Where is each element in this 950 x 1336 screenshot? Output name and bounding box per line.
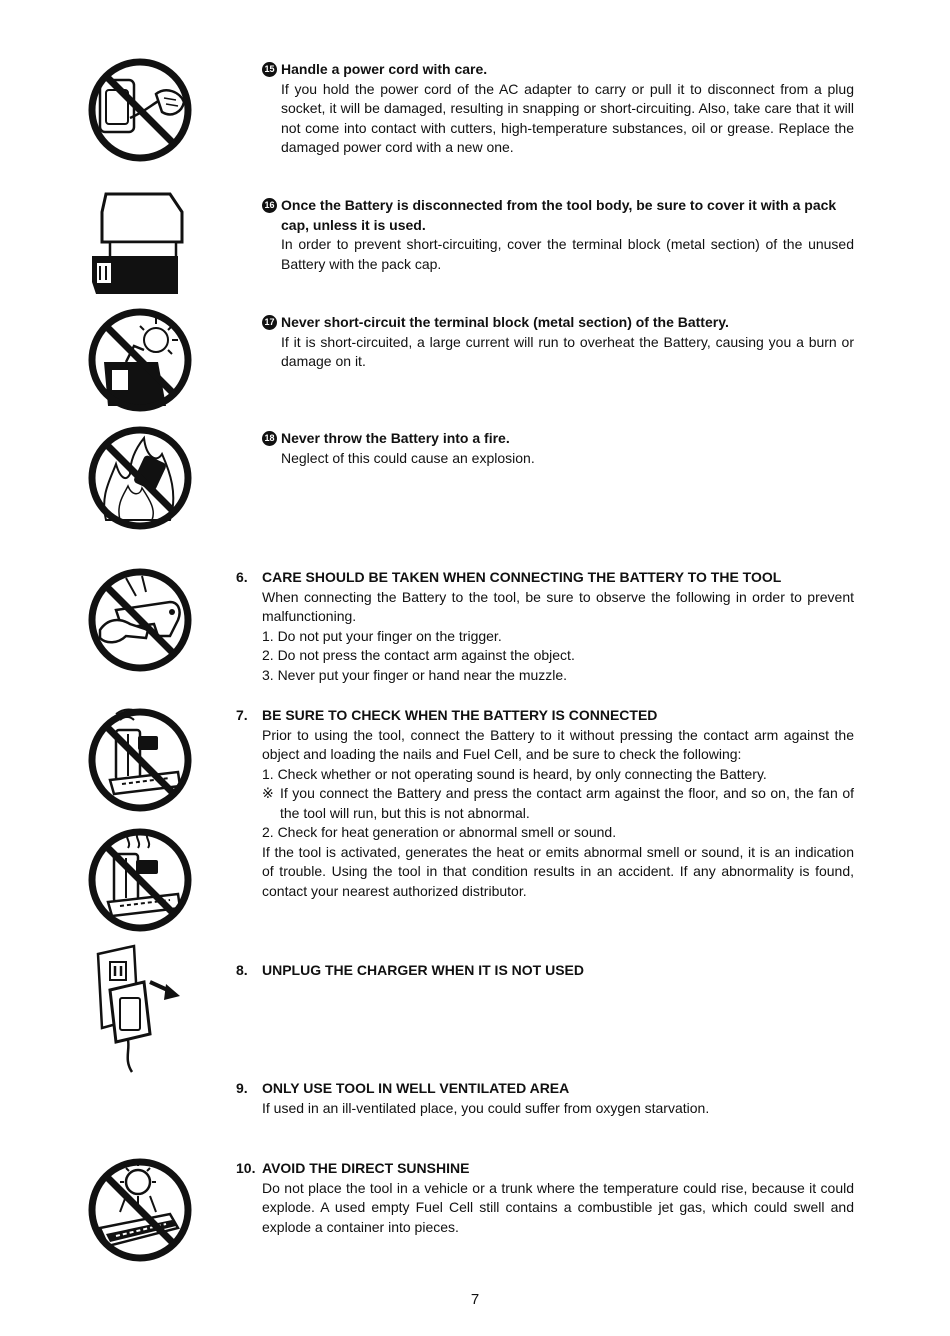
section-number: 7. — [236, 707, 248, 723]
section-number: 9. — [236, 1080, 248, 1096]
list-item: 1. Do not put your finger on the trigger. — [262, 627, 502, 644]
fire-prohibition-icon — [86, 424, 194, 532]
item-heading: Handle a power cord with care. — [281, 61, 488, 77]
section-6 — [262, 568, 854, 685]
section-body: When connecting the Battery to the tool, be sure to observe the following in order to prevent malfunctioning. — [262, 588, 854, 624]
item-heading: Never throw the Battery into a fire. — [281, 430, 510, 446]
page-number: 7 — [470, 1291, 480, 1308]
power-cord-prohibition-icon — [86, 56, 194, 164]
section-heading: CARE SHOULD BE TAKEN WHEN CONNECTING THE BATTERY TO THE TOOL — [262, 569, 782, 585]
circled-number-17: 17 — [262, 315, 277, 330]
item-16 — [262, 196, 854, 274]
note — [262, 784, 854, 823]
short-circuit-prohibition-icon — [86, 306, 194, 414]
item-heading: Once the Battery is disconnected from the tool body, be sure to cover it with a pack cap, unless it is used. — [281, 197, 837, 233]
section-10 — [262, 1159, 854, 1237]
trigger-prohibition-icon — [86, 566, 194, 674]
section-body-2: If the tool is activated, generates the heat or emits abnormal smell or sound, it is an indication of trouble. Using the tool in that condition results in an accident. If any abnormality is found, contact your nearest authorized distributor. — [262, 843, 854, 899]
item-15 — [262, 60, 854, 158]
section-number: 10. — [236, 1160, 256, 1176]
circled-number-15: 15 — [262, 62, 277, 77]
item-body: Neglect of this could cause an explosion. — [281, 449, 535, 466]
item-body: If you hold the power cord of the AC adapter to carry or pull it to disconnect from a plug socket, it will be damaged, resulting in snapping or short-circuiting. Also, take care that it will not come into contact with cutters, high-temperature substances, oil or grease. Replace the damaged power cord with a new one. — [281, 80, 854, 155]
section-heading: BE SURE TO CHECK WHEN THE BATTERY IS CONNECTED — [262, 707, 658, 723]
section-8 — [262, 961, 854, 981]
list-item: 2. Do not press the contact arm against the object. — [262, 647, 575, 663]
note-symbol: ※ — [262, 785, 274, 801]
section-9 — [262, 1079, 854, 1118]
unplug-charger-icon — [94, 944, 190, 1076]
circled-number-16: 16 — [262, 198, 277, 213]
section-7 — [262, 706, 854, 901]
tool-heat-prohibition-icon — [86, 826, 194, 934]
section-body: Prior to using the tool, connect the Battery to it without pressing the contact arm against the object and loading the nails and Fuel Cell, and be sure to check the following: — [262, 726, 854, 762]
section-number: 6. — [236, 569, 248, 585]
item-heading: Never short-circuit the terminal block (metal section) of the Battery. — [281, 314, 729, 330]
section-number: 8. — [236, 962, 248, 978]
section-heading: AVOID THE DIRECT SUNSHINE — [262, 1160, 470, 1176]
note-text: If you connect the Battery and press the contact arm against the floor, and so on, the fan of the tool will run, but this is not abnormal. — [280, 785, 854, 821]
section-heading: UNPLUG THE CHARGER WHEN IT IS NOT USED — [262, 962, 585, 978]
item-body: In order to prevent short-circuiting, cover the terminal block (metal section) of the unused Battery with the pack cap. — [281, 236, 854, 272]
circled-number-18: 18 — [262, 431, 277, 446]
list-item: 2. Check for heat generation or abnormal smell or sound. — [262, 824, 617, 840]
item-18 — [262, 429, 854, 468]
sunshine-prohibition-icon — [86, 1156, 194, 1264]
list-item: 3. Never put your finger or hand near the muzzle. — [262, 666, 568, 683]
list-item: 1. Check whether or not operating sound is heard, by only connecting the Battery. — [262, 765, 767, 782]
item-body: If it is short-circuited, a large current will run to overheat the Battery, causing you a burn or damage on it. — [281, 333, 854, 369]
item-17 — [262, 313, 854, 372]
section-heading: ONLY USE TOOL IN WELL VENTILATED AREA — [262, 1080, 570, 1096]
section-body: Do not place the tool in a vehicle or a trunk where the temperature could rise, because it could explode. A used empty Fuel Cell still contains a combustible jet gas, which could swell and explode a container into pieces. — [262, 1179, 854, 1235]
section-body: If used in an ill-ventilated place, you could suffer from oxygen starvation. — [262, 1099, 710, 1116]
tool-sound-prohibition-icon — [86, 706, 194, 814]
battery-pack-cap-icon — [86, 186, 186, 298]
